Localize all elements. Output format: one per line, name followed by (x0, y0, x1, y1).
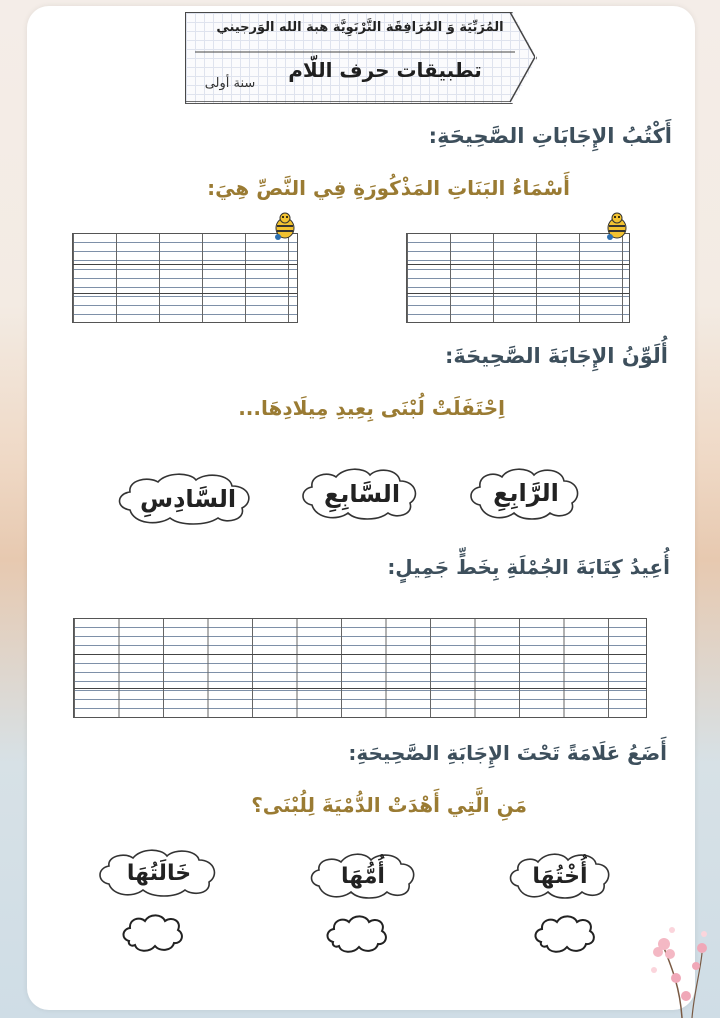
bee-icon (272, 210, 298, 240)
option-label: السَّابِعِ (323, 480, 401, 508)
writing-grid-left[interactable] (72, 233, 298, 323)
answer-cloud-1[interactable] (532, 913, 596, 955)
option-cloud-ukhtuha[interactable] (506, 850, 614, 902)
answer-cloud-2[interactable] (323, 913, 389, 955)
option-cloud-sadis[interactable] (114, 470, 262, 528)
writing-grid-sentence[interactable] (73, 618, 647, 718)
option-cloud-rabi[interactable] (466, 463, 586, 523)
option-label: الرَّابِعِ (493, 479, 559, 507)
section1-heading: أَكْتُبُ الإِجَابَاتِ الصَّحِيحَةِ: (428, 124, 672, 148)
grade-label: سنة أولى (204, 76, 256, 91)
author-line: المُرَبِّيَة وَ المُرَافِقَة التَّرْبَوِيَّة هبة الله الوَرجيني (216, 20, 504, 35)
option-cloud-khalatuha[interactable] (95, 846, 223, 900)
option-cloud-sabi[interactable] (298, 465, 426, 523)
flower-decoration (642, 908, 712, 1018)
writing-grid-right[interactable] (406, 233, 630, 323)
option-label: خَالَتُهَا (126, 860, 192, 886)
lesson-title: تطبيقات حرف اللّام (288, 58, 482, 82)
option-cloud-ummuha[interactable] (307, 850, 419, 902)
answer-cloud-3[interactable] (119, 912, 185, 954)
section1-question: أَسْمَاءُ البَنَاتِ المَذْكُورَةِ فِي النَّصِّ هِيَ: (207, 176, 570, 200)
section3-heading: أُعِيدُ كِتَابَةَ الجُمْلَةِ بِخَطٍّ جَمِيلٍ: (387, 555, 670, 579)
option-label: أُمُّهَا (341, 863, 385, 889)
section2-sentence: اِحْتَفَلَتْ لُبْنَى بِعِيدِ مِيلَادِهَا... (238, 396, 505, 420)
section2-heading: أُلَوِّنُ الإِجَابَةَ الصَّحِيحَةَ: (444, 344, 668, 368)
bee-icon (604, 210, 630, 240)
option-label: السَّادِسِ (139, 485, 237, 513)
section4-heading: أَضَعُ عَلَامَةً تَحْتَ الإِجَابَةِ الصَّحِيحَةِ: (348, 741, 667, 765)
option-label: أُخْتُهَا (532, 863, 588, 889)
section4-question: مَنِ الَّتِي أَهْدَتْ الدُّمْيَةَ لِلُبْنَى؟ (251, 793, 527, 817)
